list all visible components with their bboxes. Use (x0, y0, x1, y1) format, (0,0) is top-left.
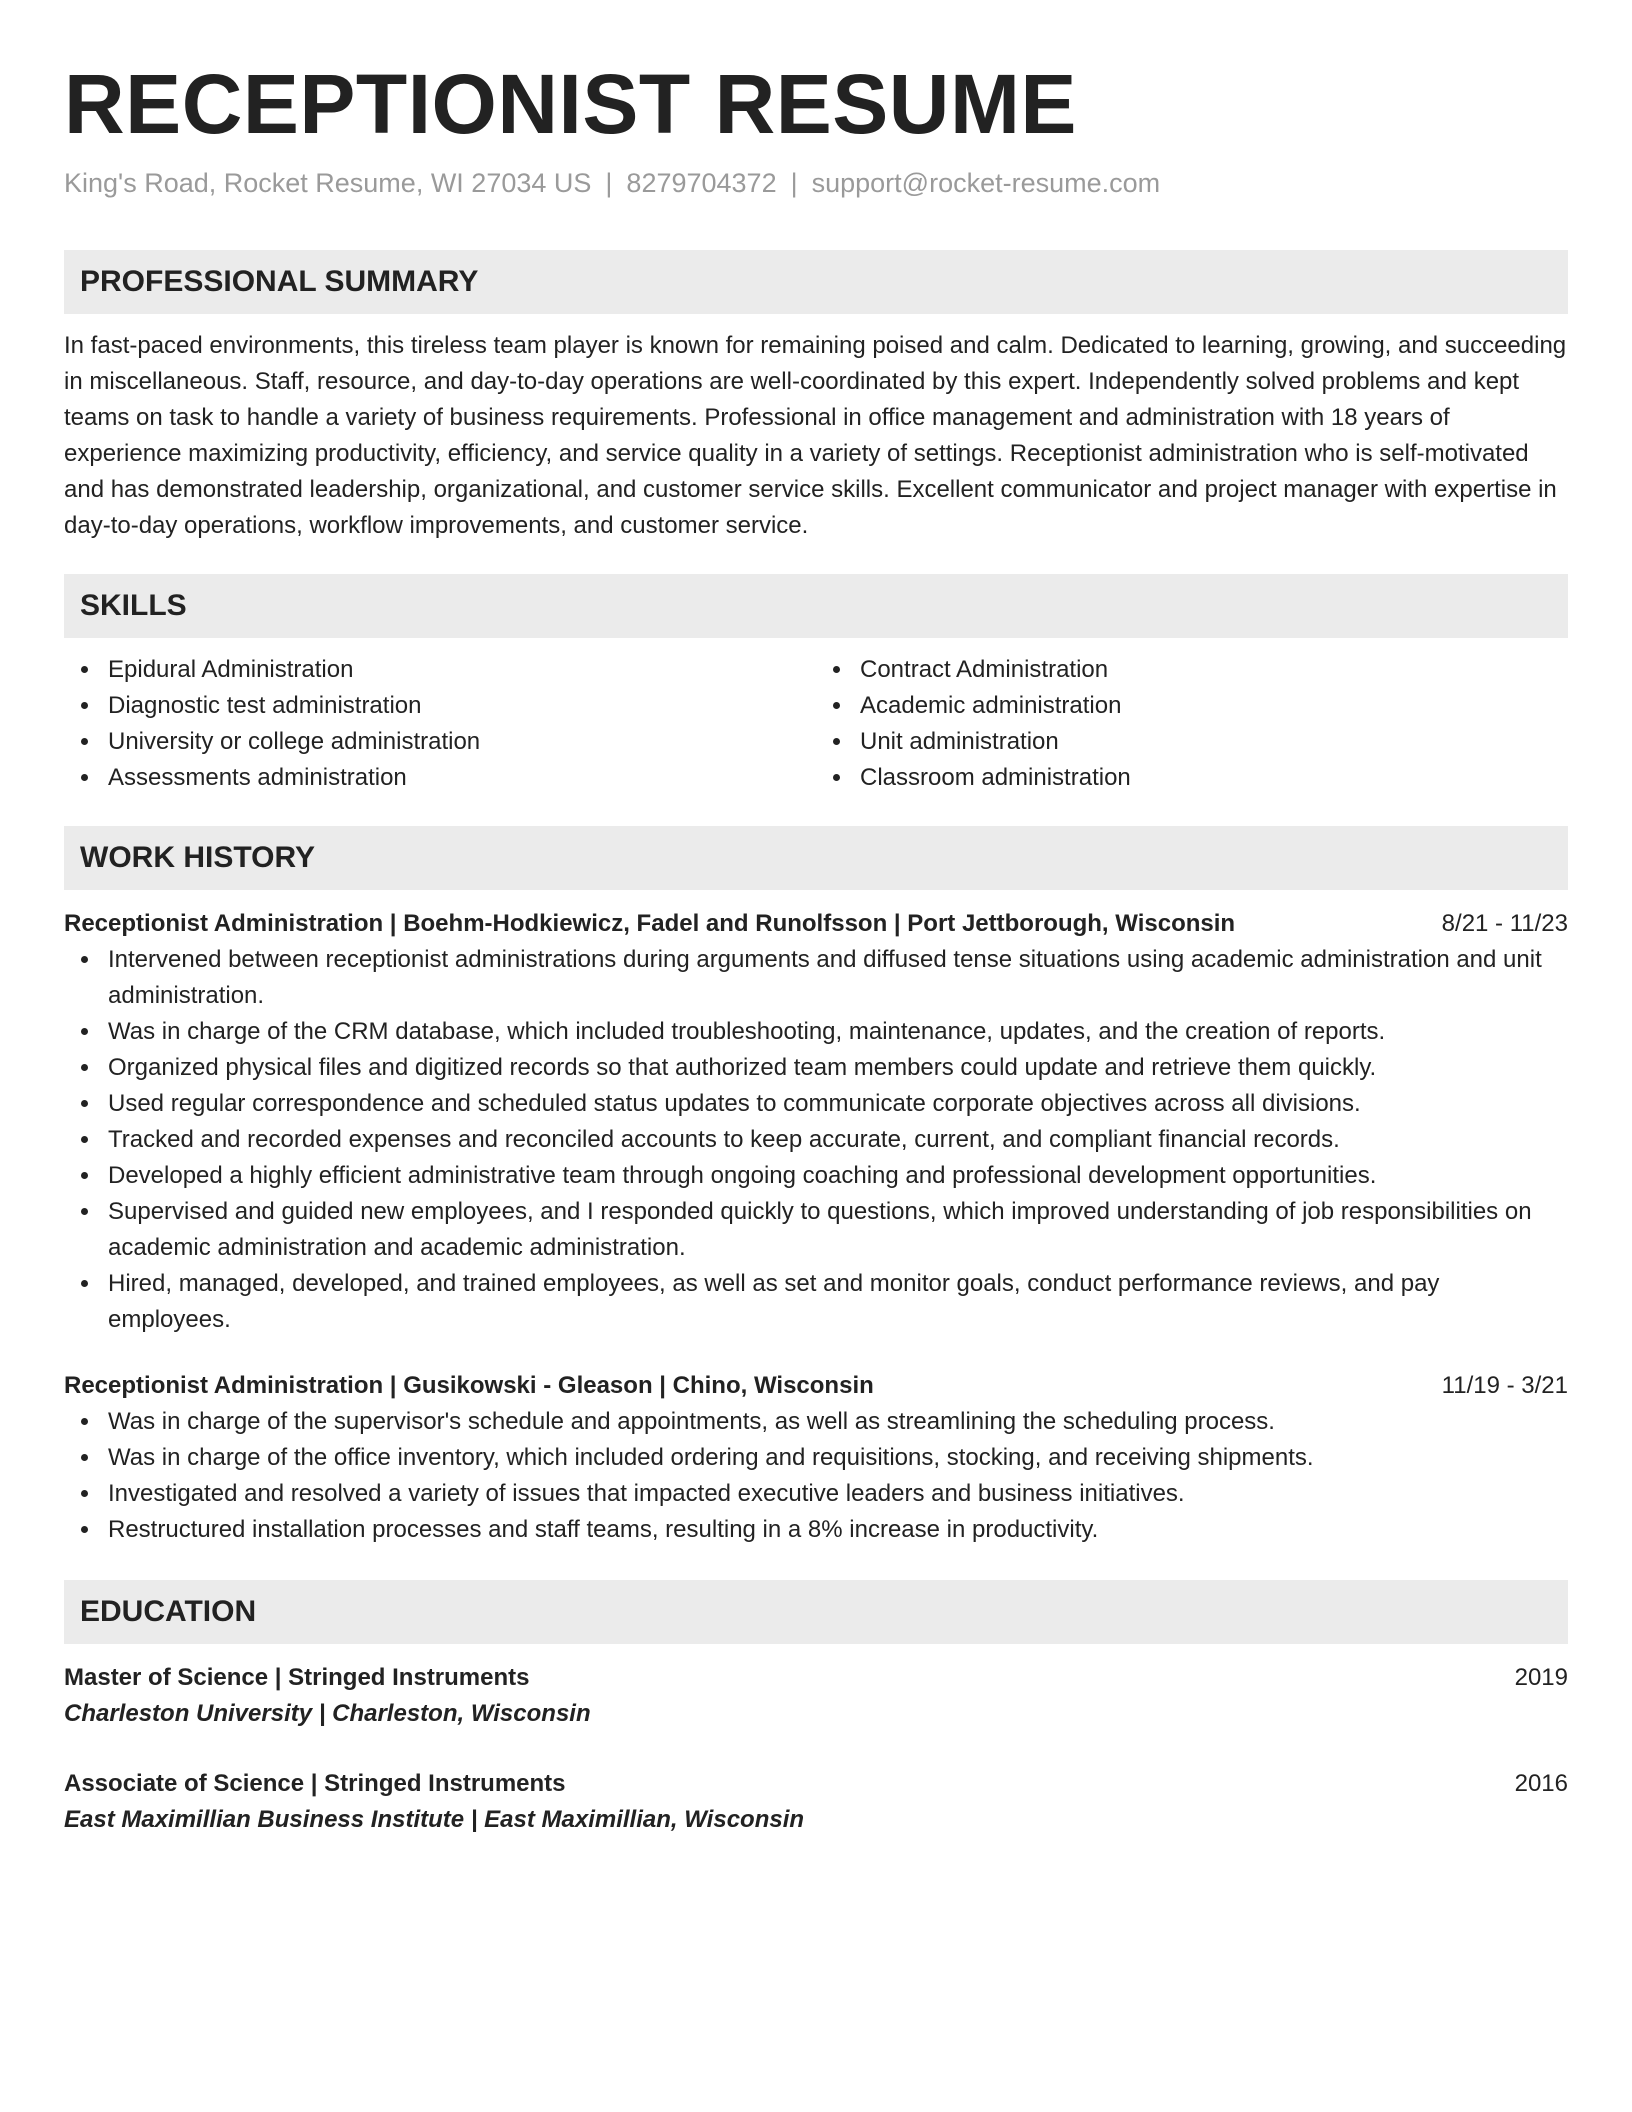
job-bullet: Was in charge of the CRM database, which included troubleshooting, maintenance, updates, and the creation of reports. (108, 1014, 1568, 1050)
education-year: 2016 (1514, 1770, 1568, 1797)
education-item (64, 1766, 1568, 1838)
section-heading-summary: PROFESSIONAL SUMMARY (64, 250, 1568, 314)
contact-email: support@rocket-resume.com (811, 168, 1161, 198)
job-header (64, 906, 1568, 942)
job-title: Receptionist Administration | Boehm-Hodkiewicz, Fadel and Runolfsson | Port Jettborough, Wisconsin (64, 910, 1236, 937)
skills-column-left (64, 652, 816, 796)
job-dates: 8/21 - 11/23 (1441, 910, 1568, 937)
skill-item: Assessments administration (108, 760, 816, 796)
job-bullet: Supervised and guided new employees, and I responded quickly to questions, which improved understanding of job responsibilities on academic administration and academic administration. (108, 1194, 1568, 1266)
job-bullet: Tracked and recorded expenses and reconciled accounts to keep accurate, current, and compliant financial records. (108, 1122, 1568, 1158)
education-header (64, 1660, 1568, 1696)
skill-item: Classroom administration (860, 760, 1568, 796)
job-bullet: Restructured installation processes and staff teams, resulting in a 8% increase in productivity. (108, 1512, 1568, 1548)
skill-item: Unit administration (860, 724, 1568, 760)
job-dates: 11/19 - 3/21 (1441, 1372, 1568, 1399)
contact-line (64, 166, 1568, 200)
job-header (64, 1368, 1568, 1404)
contact-address: King's Road, Rocket Resume, WI 27034 US (64, 168, 592, 198)
skill-item: Academic administration (860, 688, 1568, 724)
job-bullet: Was in charge of the office inventory, which included ordering and requisitions, stocking, and receiving shipments. (108, 1440, 1568, 1476)
skills-list (64, 652, 1568, 796)
section-heading-education: EDUCATION (64, 1580, 1568, 1644)
section-heading-work-history: WORK HISTORY (64, 826, 1568, 890)
job-bullet: Hired, managed, developed, and trained employees, as well as set and monitor goals, conduct performance reviews, and pay employees. (108, 1266, 1568, 1338)
resume-title: RECEPTIONIST RESUME (64, 57, 1077, 151)
job-bullet-list (64, 1404, 1568, 1548)
job-bullet-list (64, 942, 1568, 1338)
job-title: Receptionist Administration | Gusikowski - Gleason | Chino, Wisconsin (64, 1372, 874, 1399)
contact-phone: 8279704372 (626, 168, 777, 198)
summary-text: In fast-paced environments, this tireless team player is known for remaining poised and calm. Dedicated to learning, growing, and succeeding in miscellaneous. Staff, resource, and day-to-day operations are well-coordinated by this expert. Independently solved problems and kept teams on task to handle a variety of business requirements. Professional in office management and administration with 18 years of experience maximizing productivity, efficiency, and service quality in a variety of settings. Receptionist administration who is self-motivated and has demonstrated leadership, organizational, and customer service skills. Excellent communicator and project manager with expertise in day-to-day operations, workflow improvements, and customer service. (64, 332, 1567, 539)
education-degree: Master of Science | Stringed Instruments (64, 1664, 530, 1691)
education-school: East Maximillian Business Institute | East Maximillian, Wisconsin (64, 1806, 805, 1833)
job-bullet: Used regular correspondence and scheduled status updates to communicate corporate objectives across all divisions. (108, 1086, 1568, 1122)
skill-item: Contract Administration (860, 652, 1568, 688)
education-item (64, 1660, 1568, 1732)
education-degree: Associate of Science | Stringed Instruments (64, 1770, 566, 1797)
skill-item: Diagnostic test administration (108, 688, 816, 724)
education-school: Charleston University | Charleston, Wisconsin (64, 1700, 591, 1727)
skills-column-right (816, 652, 1568, 796)
job-bullet: Investigated and resolved a variety of issues that impacted executive leaders and business initiatives. (108, 1476, 1568, 1512)
contact-separator: | (605, 168, 613, 198)
contact-separator: | (790, 168, 798, 198)
education-year: 2019 (1514, 1664, 1568, 1691)
education-header (64, 1766, 1568, 1802)
job-bullet: Organized physical files and digitized records so that authorized team members could update and retrieve them quickly. (108, 1050, 1568, 1086)
skill-item: Epidural Administration (108, 652, 816, 688)
job-bullet: Developed a highly efficient administrative team through ongoing coaching and professional development opportunities. (108, 1158, 1568, 1194)
job-bullet: Was in charge of the supervisor's schedule and appointments, as well as streamlining the scheduling process. (108, 1404, 1568, 1440)
skill-item: University or college administration (108, 724, 816, 760)
job-bullet: Intervened between receptionist administrations during arguments and diffused tense situations using academic administration and unit administration. (108, 942, 1568, 1014)
section-heading-skills: SKILLS (64, 574, 1568, 638)
